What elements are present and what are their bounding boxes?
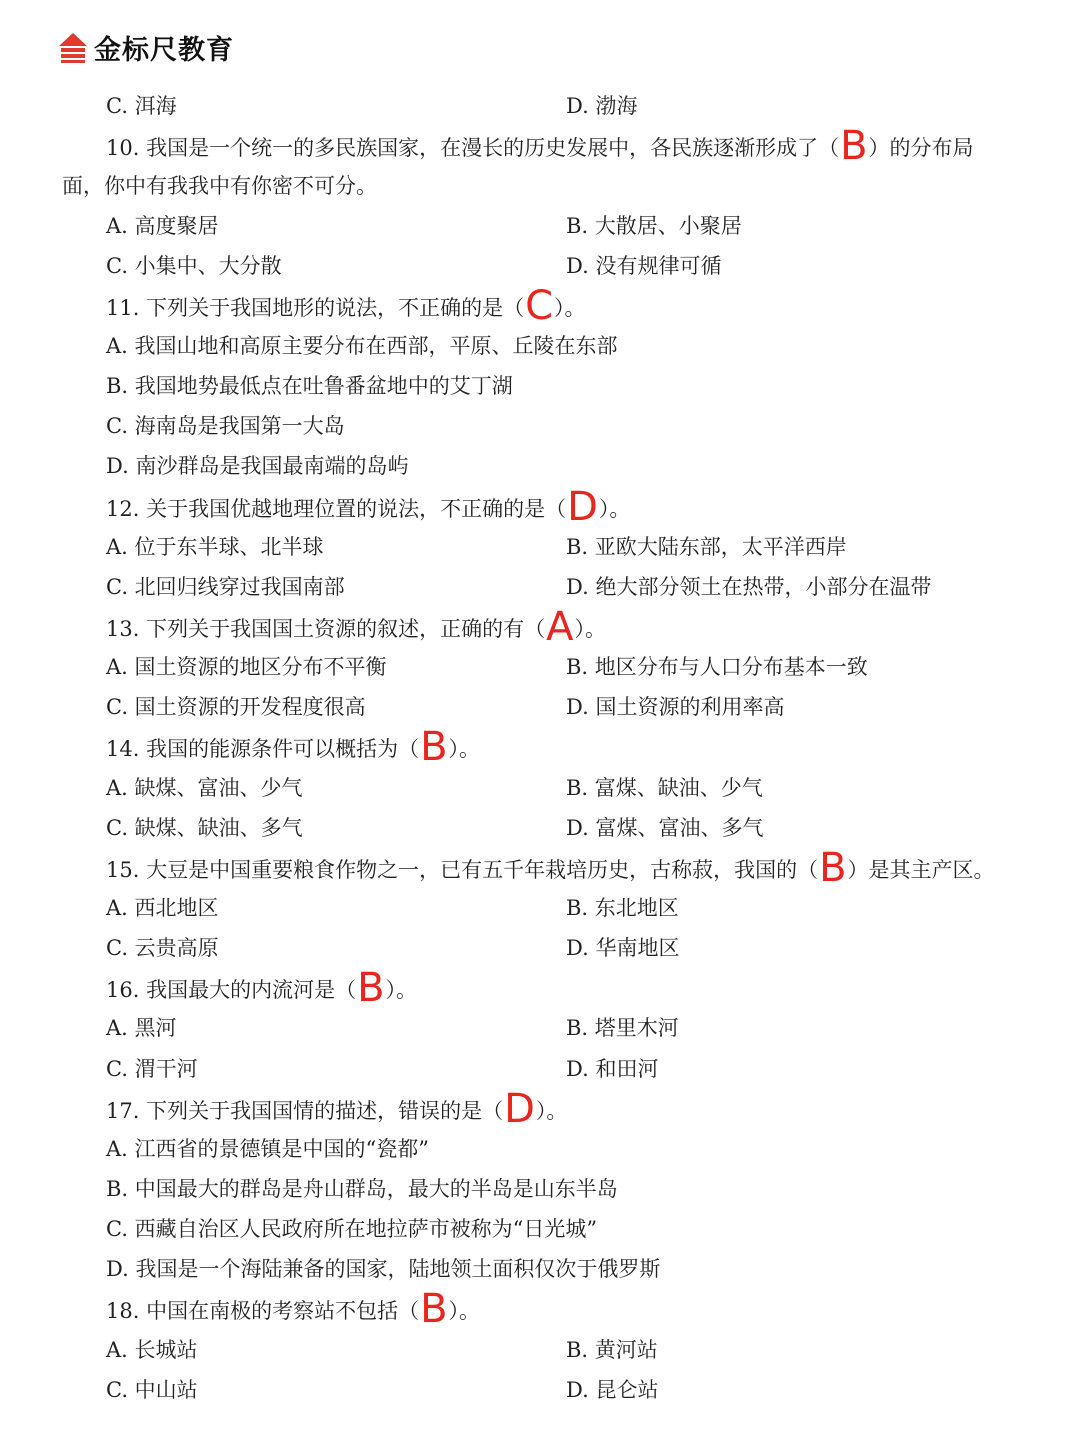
option-a: A. 西北地区: [106, 896, 219, 920]
answer-mark: B: [819, 845, 847, 891]
question-14: [106, 724, 481, 770]
option-b: B. 我国地势最低点在吐鲁番盆地中的艾丁湖: [106, 374, 513, 398]
option-b: B. 中国最大的群岛是舟山群岛，最大的半岛是山东半岛: [106, 1177, 618, 1201]
option-b: B. 塔里木河: [566, 1016, 679, 1040]
question-text: 17. 下列关于我国国情的描述，错误的是（: [106, 1099, 504, 1123]
option-b: B. 黄河站: [566, 1338, 658, 1362]
option-a: A. 江西省的景德镇是中国的“瓷都”: [106, 1137, 429, 1161]
option-c: C. 云贵高原: [106, 936, 219, 960]
option-a: A. 黑河: [106, 1016, 177, 1040]
option-c: C. 小集中、大分散: [106, 254, 282, 278]
answer-mark: B: [420, 724, 448, 770]
option-b: B. 大散居、小聚居: [566, 214, 742, 238]
question-13: [106, 604, 606, 650]
option-a: A. 高度聚居: [106, 214, 219, 238]
option-d: D. 国土资源的利用率高: [566, 695, 785, 719]
question-text: 10. 我国是一个统一的多民族国家，在漫长的历史发展中，各民族逐渐形成了（: [106, 136, 840, 160]
option-c: C. 海南岛是我国第一大岛: [106, 414, 345, 438]
option-a: A. 国土资源的地区分布不平衡: [106, 655, 387, 679]
answer-mark: C: [525, 283, 554, 329]
question-16: [106, 965, 418, 1011]
question-15: [106, 845, 995, 891]
option-d: D. 渤海: [566, 94, 638, 118]
question-text: 13. 下列关于我国国土资源的叙述，正确的有（: [106, 617, 546, 641]
question-text-tail: ）。: [448, 737, 481, 761]
option-a: A. 长城站: [106, 1338, 198, 1362]
option-a: A. 位于东半球、北半球: [106, 535, 324, 559]
answer-mark: B: [420, 1286, 448, 1332]
question-text-tail: ）。: [554, 296, 586, 320]
option-b: B. 东北地区: [566, 896, 679, 920]
question-text: 16. 我国最大的内流河是（: [106, 978, 357, 1002]
option-d: D. 和田河: [566, 1057, 659, 1081]
option-c: C. 缺煤、缺油、多气: [106, 816, 303, 840]
question-10: [106, 123, 974, 169]
option-d: D. 我国是一个海陆兼备的国家，陆地领土面积仅次于俄罗斯: [106, 1257, 661, 1281]
question-17: [106, 1086, 568, 1132]
brand-logo: [58, 28, 234, 67]
answer-mark: B: [357, 965, 385, 1011]
question-text: 15. 大豆是中国重要粮食作物之一，已有五千年栽培历史，古称菽，我国的（: [106, 858, 819, 882]
option-c: C. 渭干河: [106, 1057, 198, 1081]
option-c: C. 西藏自治区人民政府所在地拉萨市被称为“日光城”: [106, 1217, 598, 1241]
option-c: C. 中山站: [106, 1378, 198, 1402]
option-d: D. 没有规律可循: [566, 254, 722, 278]
brand-mark-icon: [58, 32, 88, 64]
option-c: C. 洱海: [106, 94, 177, 118]
question-11: [106, 283, 586, 329]
answer-mark: A: [546, 604, 574, 650]
brand-name: 金标尺教育: [94, 35, 234, 66]
question-text-tail: ）的分布局: [868, 136, 974, 160]
question-text: 12. 关于我国优越地理位置的说法，不正确的是（: [106, 497, 567, 521]
question-text-tail: ）。: [385, 978, 418, 1002]
option-d: D. 华南地区: [566, 936, 680, 960]
question-text: 11. 下列关于我国地形的说法，不正确的是（: [106, 296, 525, 320]
answer-mark: D: [567, 484, 598, 530]
question-text-tail: ）。: [598, 497, 631, 521]
question-text: 18. 中国在南极的考察站不包括（: [106, 1299, 420, 1323]
option-d: D. 绝大部分领土在热带，小部分在温带: [566, 575, 932, 599]
question-text-tail: ）。: [535, 1099, 568, 1123]
answer-mark: D: [504, 1086, 535, 1132]
question-text-tail: ）。: [448, 1299, 481, 1323]
question-18: [106, 1286, 481, 1332]
question-text-tail: ）。: [574, 617, 606, 641]
option-d: D. 富煤、富油、多气: [566, 816, 764, 840]
option-b: B. 地区分布与人口分布基本一致: [566, 655, 868, 679]
question-text: 14. 我国的能源条件可以概括为（: [106, 737, 420, 761]
option-b: B. 富煤、缺油、少气: [566, 776, 763, 800]
option-c: C. 北回归线穿过我国南部: [106, 575, 345, 599]
question-10-continuation: 面，你中有我我中有你密不可分。: [62, 174, 377, 198]
option-d: D. 昆仑站: [566, 1378, 659, 1402]
question-12: [106, 484, 631, 530]
option-d: D. 南沙群岛是我国最南端的岛屿: [106, 454, 409, 478]
question-text-tail: ）是其主产区。: [847, 858, 995, 882]
option-b: B. 亚欧大陆东部，太平洋西岸: [566, 535, 847, 559]
answer-mark: B: [840, 123, 868, 169]
option-a: A. 缺煤、富油、少气: [106, 776, 303, 800]
option-a: A. 我国山地和高原主要分布在西部，平原、丘陵在东部: [106, 334, 618, 358]
option-c: C. 国土资源的开发程度很高: [106, 695, 366, 719]
